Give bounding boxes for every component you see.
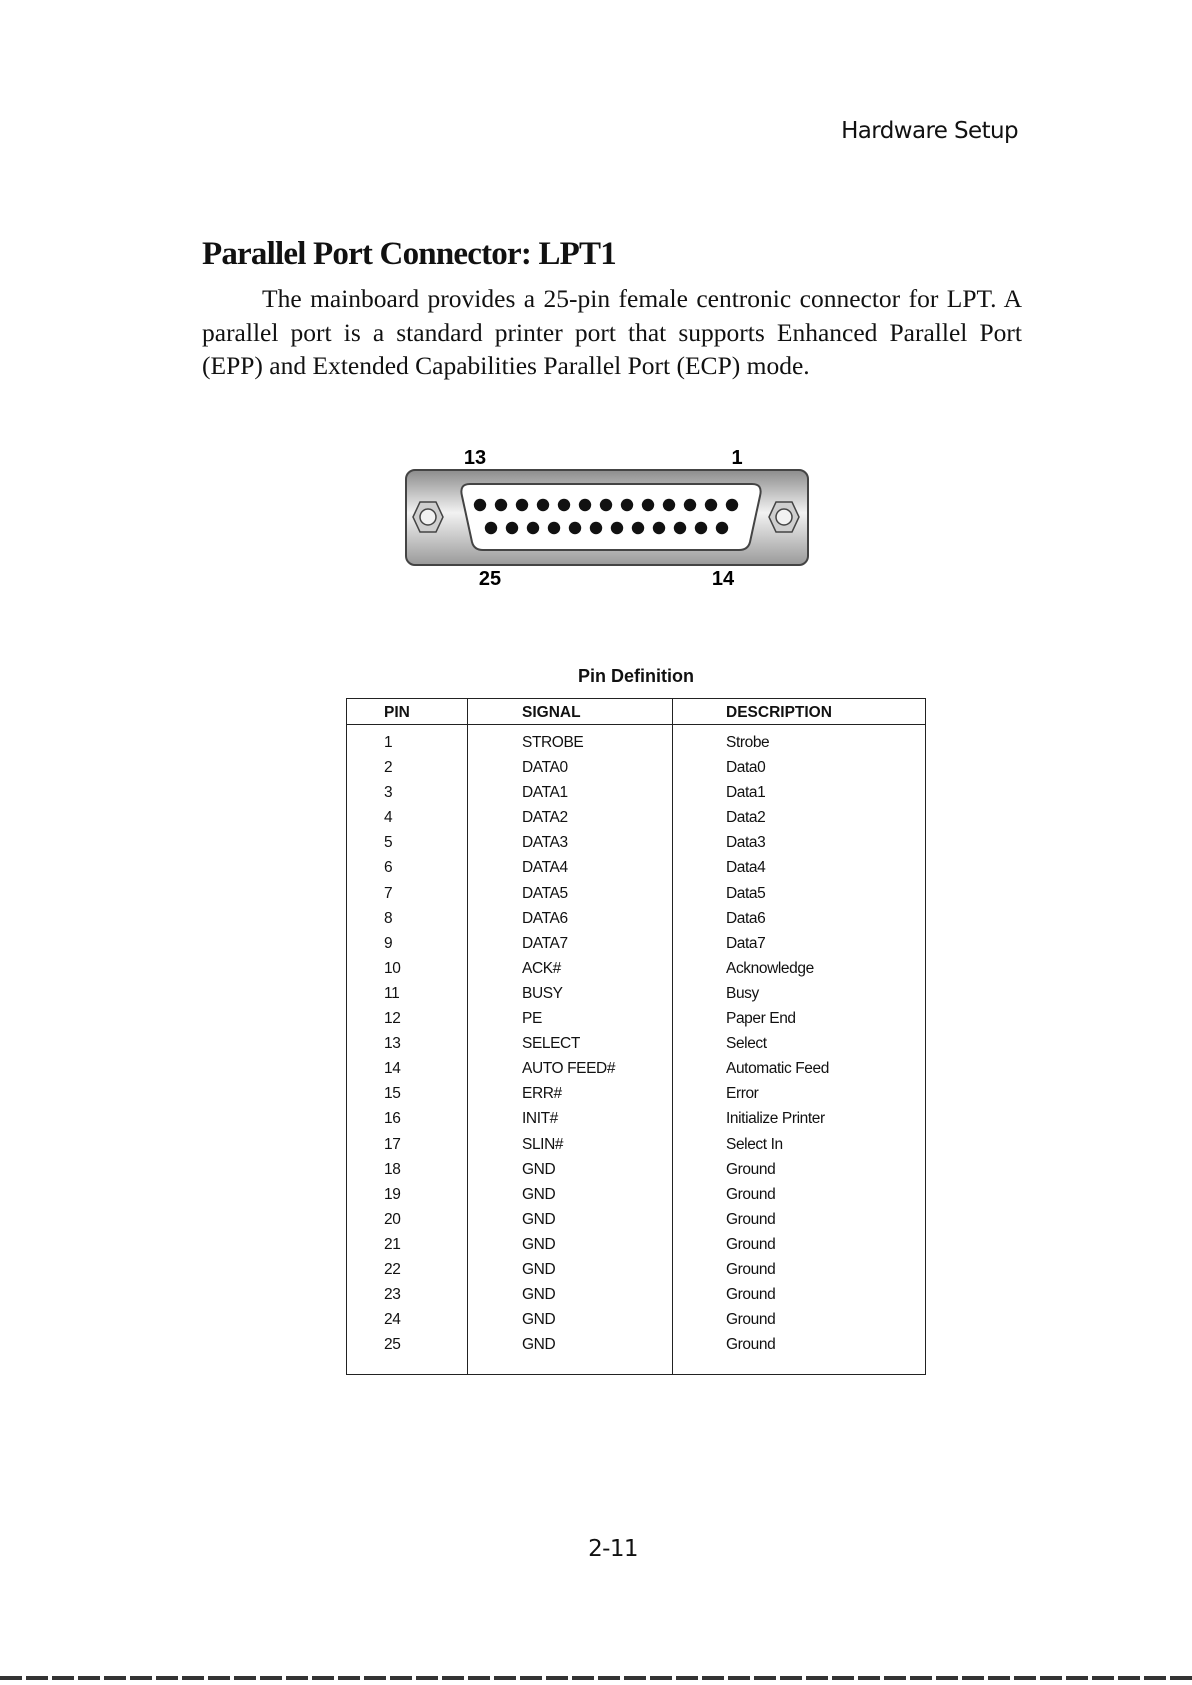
signal-description: Select In — [726, 1135, 783, 1153]
pin-definition-table — [346, 698, 926, 1375]
signal-name: DATA6 — [522, 909, 568, 927]
pin-number: 14 — [384, 1060, 401, 1078]
signal-description: Data5 — [726, 884, 766, 902]
pin-number: 18 — [384, 1160, 401, 1178]
signal-name: GND — [522, 1235, 556, 1253]
table-row — [347, 731, 925, 756]
table-row — [347, 907, 925, 932]
signal-name: DATA5 — [522, 884, 568, 902]
pin-hole — [474, 499, 486, 511]
pin-hole — [537, 499, 549, 511]
pin-number: 3 — [384, 784, 393, 802]
table-row — [347, 1082, 925, 1107]
mounting-hole-left — [413, 502, 443, 532]
signal-description: Data2 — [726, 809, 766, 827]
table-row — [347, 982, 925, 1007]
pin-hole — [726, 499, 738, 511]
pin-hole — [527, 522, 539, 534]
section-body: The mainboard provides a 25-pin female centronic connector for LPT. A parallel port is a standard printer port that supports Enhanced Parallel Port (EPP) and Extended Capabilities Parallel Port (ECP) mode. — [202, 284, 1022, 380]
pin-number: 21 — [384, 1235, 401, 1253]
signal-description: Acknowledge — [726, 959, 814, 977]
signal-description: Strobe — [726, 734, 770, 751]
signal-name: DATA4 — [522, 859, 568, 877]
pin-number: 22 — [384, 1260, 401, 1278]
table-row — [347, 882, 925, 907]
table-row — [347, 1032, 925, 1057]
pin-hole — [663, 499, 675, 511]
pin-number: 4 — [384, 809, 393, 827]
pin-number: 5 — [384, 834, 393, 852]
table-row — [347, 1208, 925, 1233]
pin-number: 24 — [384, 1311, 401, 1329]
pin-hole — [705, 499, 717, 511]
signal-name: GND — [522, 1210, 556, 1228]
table-row — [347, 1333, 925, 1358]
table-row — [347, 806, 925, 831]
pin-number: 10 — [384, 959, 401, 977]
connector-label-bottom-left: 25 — [478, 568, 502, 590]
signal-description: Ground — [726, 1185, 776, 1203]
signal-description: Select — [726, 1035, 767, 1053]
pin-number: 9 — [384, 934, 393, 952]
signal-name: DATA1 — [522, 784, 568, 802]
signal-description: Paper End — [726, 1010, 796, 1028]
table-header-pin: PIN — [384, 704, 410, 721]
connector-label-bottom-right: 14 — [711, 568, 735, 590]
pin-hole — [653, 522, 665, 534]
signal-description: Ground — [726, 1336, 776, 1354]
pin-number: 11 — [384, 984, 400, 1002]
table-title: Pin Definition — [578, 666, 694, 686]
pin-hole — [516, 499, 528, 511]
pin-number: 17 — [384, 1135, 401, 1153]
pin-number: 7 — [384, 884, 393, 902]
signal-name: STROBE — [522, 734, 584, 751]
signal-description: Data1 — [726, 784, 766, 802]
signal-name: BUSY — [522, 984, 563, 1002]
table-row — [347, 1158, 925, 1183]
page-number: 2-11 — [588, 1536, 638, 1562]
pin-hole — [674, 522, 686, 534]
signal-description: Ground — [726, 1311, 776, 1329]
signal-name: SLIN# — [522, 1135, 564, 1153]
signal-name: GND — [522, 1260, 556, 1278]
pin-hole — [716, 522, 728, 534]
pin-hole — [506, 522, 518, 534]
signal-name: ERR# — [522, 1085, 562, 1103]
pin-hole — [579, 499, 591, 511]
table-row — [347, 781, 925, 806]
mounting-hole-right — [769, 502, 799, 532]
pin-number: 20 — [384, 1210, 401, 1228]
table-header-description: DESCRIPTION — [726, 704, 832, 721]
table-row — [347, 932, 925, 957]
table-row — [347, 856, 925, 881]
table-row — [347, 1308, 925, 1333]
bottom-border-rule — [0, 1676, 1192, 1680]
signal-name: DATA2 — [522, 809, 568, 827]
pin-hole — [695, 522, 707, 534]
pin-hole — [558, 499, 570, 511]
pin-number: 12 — [384, 1010, 401, 1028]
pin-hole — [590, 522, 602, 534]
signal-description: Data6 — [726, 909, 766, 927]
table-row — [347, 756, 925, 781]
pin-number: 19 — [384, 1185, 401, 1203]
pin-hole — [642, 499, 654, 511]
signal-name: AUTO FEED# — [522, 1060, 616, 1078]
table-row — [347, 1007, 925, 1032]
signal-description: Data3 — [726, 834, 766, 852]
pin-number: 6 — [384, 859, 393, 877]
connector-label-top-left: 13 — [463, 447, 487, 469]
pin-number: 1 — [384, 734, 393, 751]
pin-hole — [632, 522, 644, 534]
section-title: Parallel Port Connector: LPT1 — [202, 236, 616, 272]
pin-hole — [600, 499, 612, 511]
signal-name: ACK# — [522, 959, 561, 977]
table-row — [347, 1057, 925, 1082]
signal-name: GND — [522, 1311, 556, 1329]
pin-number: 2 — [384, 759, 393, 777]
signal-name: GND — [522, 1185, 556, 1203]
signal-description: Data0 — [726, 759, 766, 777]
signal-description: Ground — [726, 1235, 776, 1253]
signal-name: GND — [522, 1160, 556, 1178]
table-row — [347, 1283, 925, 1308]
signal-description: Ground — [726, 1286, 776, 1304]
signal-name: GND — [522, 1336, 556, 1354]
pin-hole — [611, 522, 623, 534]
signal-name: SELECT — [522, 1035, 580, 1053]
signal-description: Initialize Printer — [726, 1110, 825, 1128]
table-row — [347, 1107, 925, 1132]
table-row — [347, 1133, 925, 1158]
signal-description: Ground — [726, 1160, 776, 1178]
pin-hole — [569, 522, 581, 534]
pin-hole — [495, 499, 507, 511]
connector-label-top-right: 1 — [731, 447, 743, 469]
pin-number: 13 — [384, 1035, 401, 1053]
signal-name: DATA7 — [522, 934, 568, 952]
signal-description: Automatic Feed — [726, 1060, 829, 1078]
signal-description: Data7 — [726, 934, 766, 952]
signal-name: INIT# — [522, 1110, 558, 1128]
pin-hole — [621, 499, 633, 511]
signal-description: Ground — [726, 1210, 776, 1228]
header-divider — [347, 724, 925, 725]
pin-number: 23 — [384, 1286, 401, 1304]
table-row — [347, 1233, 925, 1258]
signal-description: Busy — [726, 984, 759, 1002]
pin-hole — [548, 522, 560, 534]
pin-hole — [485, 522, 497, 534]
pin-number: 15 — [384, 1085, 401, 1103]
db25-connector-diagram — [400, 440, 812, 600]
signal-description: Error — [726, 1085, 759, 1103]
pin-hole — [684, 499, 696, 511]
table-row — [347, 1258, 925, 1283]
pin-number: 16 — [384, 1110, 401, 1128]
signal-name: PE — [522, 1010, 542, 1028]
signal-name: DATA3 — [522, 834, 568, 852]
signal-name: GND — [522, 1286, 556, 1304]
pin-socket-frame — [461, 484, 760, 550]
signal-description: Ground — [726, 1260, 776, 1278]
table-row — [347, 831, 925, 856]
pin-number: 25 — [384, 1336, 401, 1354]
signal-name: DATA0 — [522, 759, 568, 777]
pin-number: 8 — [384, 909, 393, 927]
table-header-signal: SIGNAL — [522, 704, 581, 721]
table-row — [347, 1183, 925, 1208]
table-body — [347, 731, 925, 1358]
table-row — [347, 957, 925, 982]
page-header: Hardware Setup — [841, 118, 1018, 144]
signal-description: Data4 — [726, 859, 766, 877]
